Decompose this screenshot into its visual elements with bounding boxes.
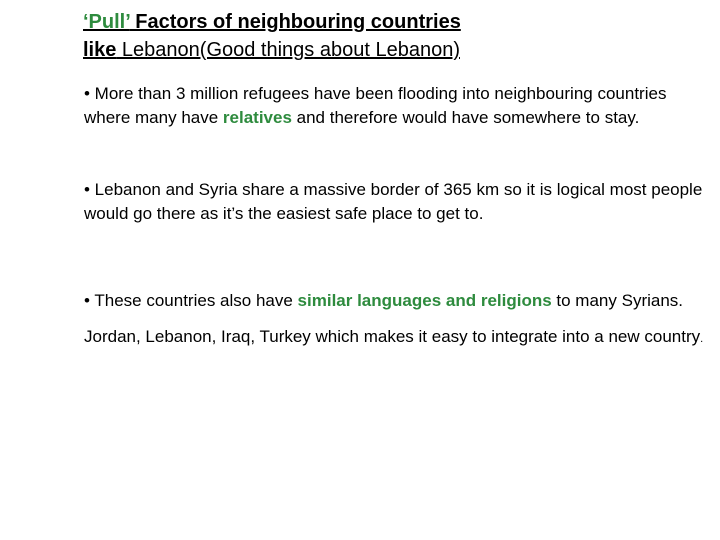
bullet-1-highlight: relatives [222, 108, 292, 127]
title-like-word: like [83, 39, 117, 61]
bullet-3-text-pre: • These countries also have [84, 291, 298, 310]
bullet-relatives [84, 82, 704, 130]
bullet-3-text-post: to many Syrians. Jordan, Lebanon, Iraq, Turkey which makes it easy to integrate into a new country [84, 291, 701, 346]
title-factors-text: Factors of neighbouring countries [129, 11, 461, 33]
bullet-3-highlight: similar languages and religions [297, 291, 552, 310]
bullet-border [84, 178, 704, 226]
bullet-languages [84, 283, 704, 357]
title-lebanon-text: Lebanon(Good things about Lebanon) [116, 39, 460, 61]
bullet-3-end: . [700, 333, 704, 345]
bullet-1-text-pre: • More than 3 million refugees have been flooding into neighbouring countries where many have [84, 84, 667, 127]
slide-title [83, 8, 683, 64]
bullet-2-text: • Lebanon and Syria share a massive border of 365 km so it is logical most people would go there as it’s the easiest safe place to get to. [84, 180, 703, 223]
title-pull-word: ‘Pull’ [83, 11, 130, 33]
bullet-1-text-post: and therefore would have somewhere to stay. [291, 108, 640, 127]
